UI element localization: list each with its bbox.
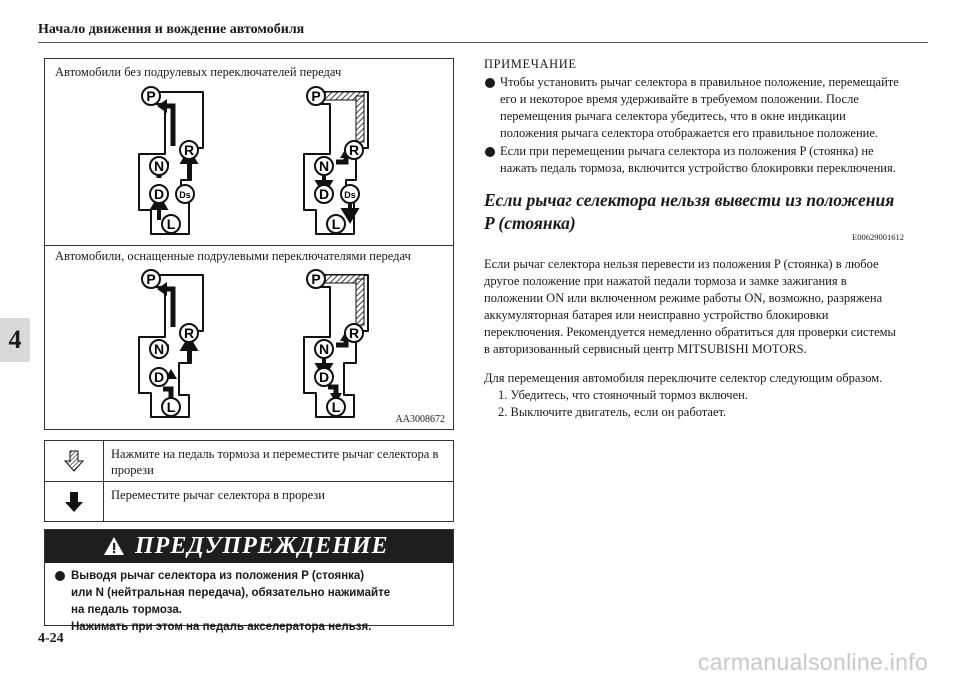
svg-text:N: N [318,341,330,357]
shift-gate-diagram-1 [135,84,215,240]
shift-gate-diagram-4 [300,267,380,423]
solid-arrow-icon [45,482,104,522]
warning-header [45,530,453,563]
warning-box [44,529,454,633]
svg-text:P: P [311,271,321,287]
svg-text:L: L [166,399,176,415]
svg-text:Ds: Ds [179,190,191,200]
svg-text:R: R [348,142,360,158]
section-code: E00629001612 [852,232,904,242]
svg-text:D: D [153,186,165,202]
svg-text:N: N [153,158,165,174]
svg-text:D: D [318,186,330,202]
figure-caption-with-paddles: Автомобили, оснащенные подрулевыми переключателями передач [55,249,411,263]
section-paragraph-1: Если рычаг селектора нельзя перевести из положения P (стоянка) в любое другое положение при нажатой педали тормоза и замке зажигания в положении ON или включенном режиме работы ON, возможно, разряжена аккумуляторная батарея или неисправно устройство блокировки переключения. Рекомендуется немедленно обратиться для проверки системы в авторизованный сервисный центр MITSUBISHI MOTORS. [484,257,896,356]
svg-text:P: P [311,88,321,104]
note-item-2: Если при перемещении рычага селектора из положения P (стоянка) не нажать педаль тормоза, включится устройство блокировки переключения. [484,143,904,177]
arrow-legend-table [44,440,454,522]
step-2: 2. Выключите двигатель, если он работает. [498,405,727,419]
svg-text:N: N [153,341,165,357]
svg-text:D: D [153,369,165,385]
running-header: Начало движения и вождение автомобиля [38,22,305,37]
section-tab: 4 [0,318,30,362]
shift-gate-diagram-2 [300,84,380,240]
svg-text:L: L [166,216,176,232]
svg-text:N: N [318,158,330,174]
figure-caption-no-paddles: Автомобили без подрулевых переключателей передач [55,65,342,79]
warning-text: Выводя рычаг селектора из положения P (стоянка) или N (нейтральная передача), обязательно нажимайте на педаль тормоза. Нажимать при этом на педаль акселератора нельзя. [55,568,445,636]
bullet-icon [485,147,495,157]
section-title: Если рычаг селектора нельзя вывести из положения P (стоянка) [484,190,895,233]
bullet-icon [485,78,495,88]
svg-text:R: R [183,325,195,341]
legend-row-solid [45,481,453,522]
section-paragraph-2: Для перемещения автомобиля переключите селектор следующим образом. [484,371,883,385]
shift-gate-figure [44,58,454,430]
note-item-1: Чтобы установить рычаг селектора в правильное положение, перемещайте его и некоторое время удерживайте в требуемом положении. После перемещения рычага селектора убедитесь, что в окне индикации положения рычага селектора отображается его правильное положение. [484,74,904,142]
svg-text:Ds: Ds [344,190,356,200]
warning-title: ПРЕДУПРЕЖДЕНИЕ [135,533,389,559]
svg-text:R: R [183,142,195,158]
legend-text-solid: Переместите рычаг селектора в прорези [111,488,325,502]
page-number: 4-24 [38,631,64,646]
note-heading: ПРИМЕЧАНИЕ [484,57,577,71]
header-rule [38,42,928,43]
legend-row-hatched [45,441,453,481]
svg-text:D: D [318,369,330,385]
legend-text-hatched: Нажмите на педаль тормоза и переместите рычаг селектора в прорези [111,447,439,477]
hatched-arrow-icon [45,441,104,481]
svg-text:R: R [348,325,360,341]
svg-text:L: L [331,216,341,232]
svg-text:P: P [146,271,156,287]
figure-code: AA3008672 [395,414,445,425]
warning-triangle-icon [103,536,125,556]
right-column [484,56,904,421]
bullet-icon [55,571,65,581]
svg-text:L: L [331,399,341,415]
step-1: 1. Убедитесь, что стояночный тормоз включен. [498,388,748,402]
svg-text:P: P [146,88,156,104]
watermark: carmanualsonline.info [698,649,929,675]
figure-separator [45,245,453,246]
shift-gate-diagram-3 [135,267,215,423]
